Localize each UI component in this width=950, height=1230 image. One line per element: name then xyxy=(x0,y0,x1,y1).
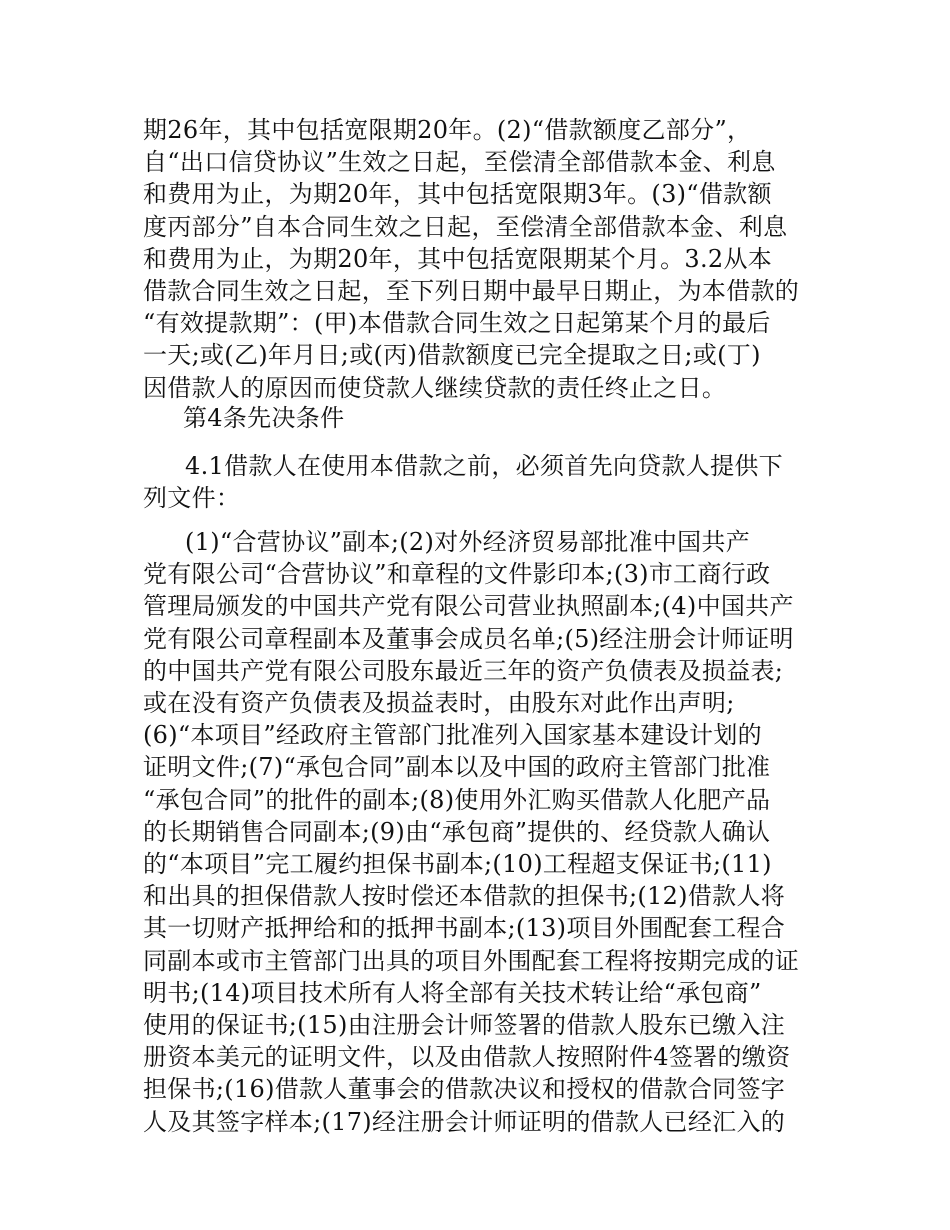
text-line: 的长期销售合同副本;(9)由“承包商”提供的、经贷款人确认 xyxy=(143,817,771,846)
text-line: 期26年，其中包括宽限期20年。(2)“借款额度乙部分”， xyxy=(143,116,752,144)
text-line: 因借款人的原因而使贷款人继续贷款的责任终止之日。 xyxy=(143,373,727,402)
text-line: 担保书;(16)借款人董事会的借款决议和授权的借款合同签字 xyxy=(143,1075,786,1104)
article-4-heading xyxy=(183,402,851,434)
text-line: 的“本项目”完工履约担保书副本;(10)工程超支保证书;(11) xyxy=(143,850,772,879)
text-line: 其一切财产抵押给和的抵押书副本;(13)项目外围配套工程合 xyxy=(143,914,786,943)
text-line: 列文件： xyxy=(143,484,241,513)
paragraph-loan-terms xyxy=(143,114,811,404)
text-line: 证明文件;(7)“承包合同”副本以及中国的政府主管部门批准 xyxy=(143,753,771,782)
text-line: 4.1借款人在使用本借款之前，必须首先向贷款人提供下 xyxy=(185,452,783,480)
text-line: 自“出口信贷协议”生效之日起，至偿清全部借款本金、利息 xyxy=(143,148,776,177)
text-line: 和费用为止，为期20年，其中包括宽限期某个月。3.2从本 xyxy=(143,244,773,273)
text-line: 和出具的担保借款人按时偿还本借款的担保书;(12)借款人将 xyxy=(143,882,786,911)
text-line: 党有限公司“合营协议”和章程的文件影印本;(3)市工商行政 xyxy=(143,560,771,589)
heading-text: 第4条先决条件 xyxy=(183,404,345,432)
text-line: 明书;(14)项目技术所有人将全部有关技术转让给“承包商” xyxy=(143,978,762,1007)
text-line: 度丙部分”自本合同生效之日起，至偿清全部借款本金、利息 xyxy=(143,212,788,241)
text-line: “承包合同”的批件的副本;(8)使用外汇购买借款人化肥产品 xyxy=(143,785,771,814)
text-line: 一天;或(乙)年月日;或(丙)借款额度已完全提取之日;或(丁) xyxy=(143,341,761,370)
paragraph-document-list xyxy=(143,526,811,1138)
text-line: (6)“本项目”经政府主管部门批准列入国家基本建设计划的 xyxy=(143,721,762,750)
text-line: 使用的保证书;(15)由注册会计师签署的借款人股东已缴入注 xyxy=(143,1011,786,1040)
text-line: 党有限公司章程副本及董事会成员名单;(5)经注册会计师证明 xyxy=(143,624,794,653)
text-line: (1)“合营协议”副本;(2)对外经济贸易部批准中国共产 xyxy=(185,528,751,556)
paragraph-4-1 xyxy=(143,450,811,514)
text-line: 或在没有资产负债表及损益表时，由股东对此作出声明; xyxy=(143,689,735,718)
text-line: “有效提款期”：(甲)本借款合同生效之日起第某个月的最后 xyxy=(143,309,771,338)
text-line: 册资本美元的证明文件，以及由借款人按照附件4签署的缴资 xyxy=(143,1043,791,1072)
text-line: 的中国共产党有限公司股东最近三年的资产负债表及损益表; xyxy=(143,656,784,685)
text-line: 同副本或市主管部门出具的项目外围配套工程将按期完成的证 xyxy=(143,946,800,975)
text-line: 人及其签字样本;(17)经注册会计师证明的借款人已经汇入的 xyxy=(143,1107,786,1136)
text-line: 借款合同生效之日起，至下列日期中最早日期止，为本借款的 xyxy=(143,277,800,306)
text-line: 和费用为止，为期20年，其中包括宽限期3年。(3)“借款额 xyxy=(143,180,772,209)
text-line: 管理局颁发的中国共产党有限公司营业执照副本;(4)中国共产 xyxy=(143,592,794,621)
